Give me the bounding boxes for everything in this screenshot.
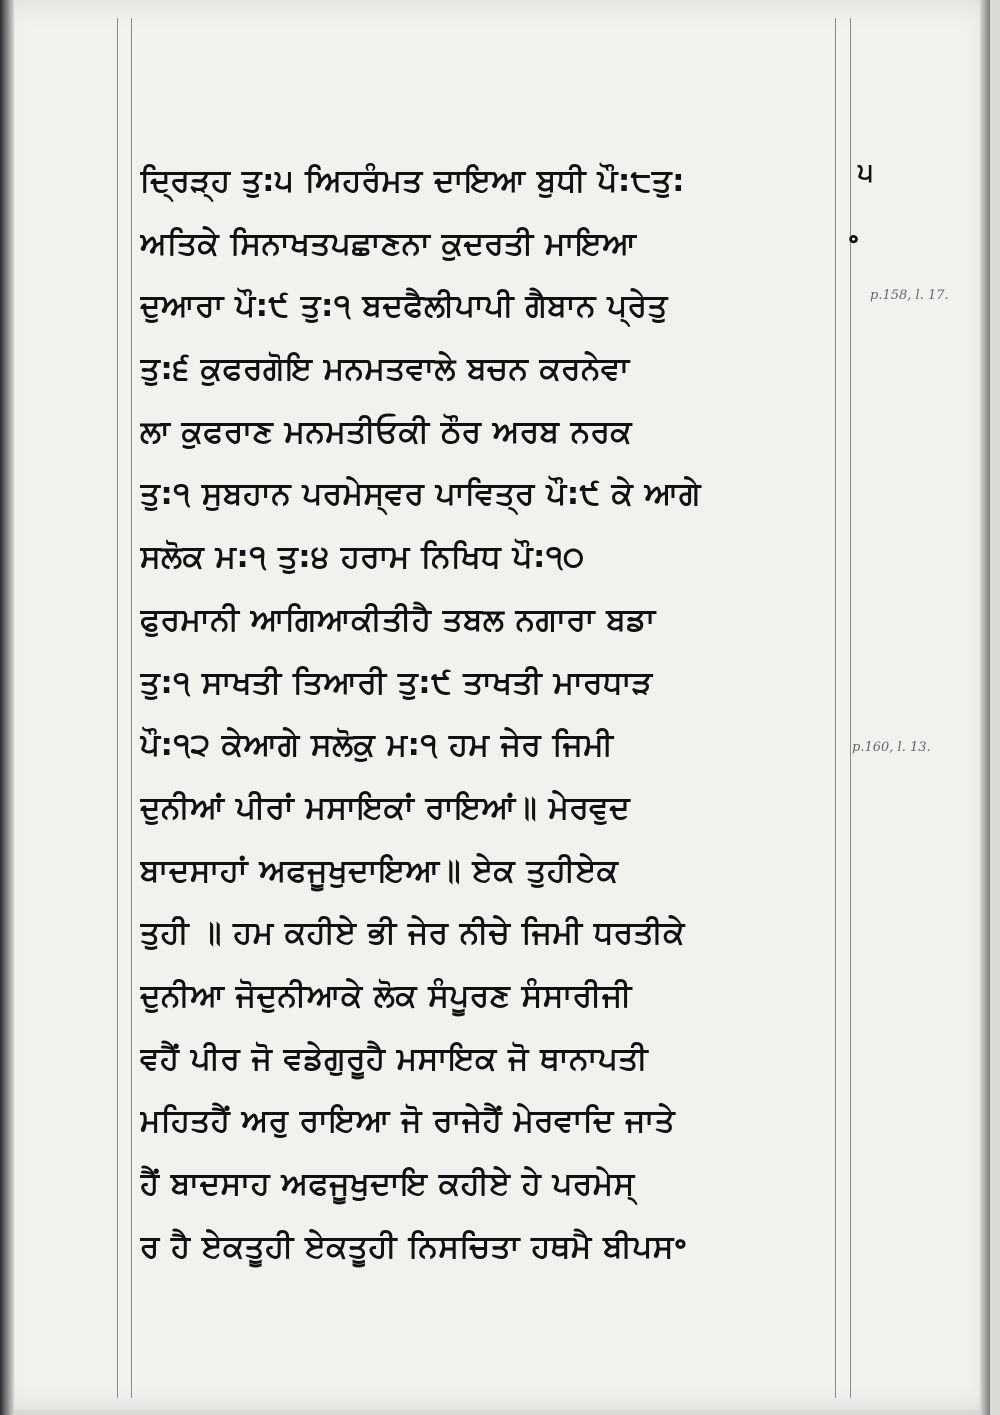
text-line-18: ਰ ਹੈ ਏਕਤੂਹੀ ਏਕਤੂਹੀ ਨਿਸਚਿਤਾ ਹਥਮੈ ਬੀਪਸ॰ [140,1228,688,1265]
text-line-1: ਦ੍ਰਿੜ੍ਹ ਤੁ:੫ ਅਿਹਰੰਮਤ ਦਾਇਆ ਬੁਧੀ ਪੌ:੮ਤੁ: [140,163,685,199]
page-right-edge [980,0,990,1415]
manuscript-text-block [140,150,840,1278]
text-line-11: ਦੁਨੀਆਂ ਪੀਰਾਂ ਮਸਾਇਕਾਂ ਰਾਇਆਂ॥ ਮੇਰਵੁਦ [140,789,631,826]
text-line-14: ਦੁਨੀਆ ਜੋਦੁਨੀਆਕੇ ਲੋਕ ਸੰਪੂਰਣ ਸੰਸਾਰੀਜੀ [140,977,632,1014]
text-line-13: ਤੁਹੀ ॥ ਹਮ ਕਹੀਏ ਭੀ ਜੇਰ ਨੀਚੇ ਜਿਮੀ ਧਰਤੀਕੇ [140,915,685,952]
text-line-17: ਹੈਂ ਬਾਦਸਾਹ ਅਫਜੂਖੁਦਾਇ ਕਹੀਏ ਹੇ ਪਰਮੇਸ੍ [140,1166,635,1202]
text-line-4: ਤੁ:੬ ਕੁਫਰਗੋਇ ਮਨਮਤਵਾਲੇ ਬਚਨ ਕਰਨੇਵਾ [140,351,630,388]
margin-mark: ॰ [848,227,860,257]
left-margin-rule-inner [131,18,132,1398]
page-left-edge-shadow [0,0,14,1415]
text-line-2: ਅਤਿਕੇ ਸਿਨਾਖਤਪਛਾਣਨਾ ਕੁਦਰਤੀ ਮਾਇਆ [140,225,637,262]
text-line-6: ਤੁ:੧ ਸੁਬਹਾਨ ਪਰਮੇਸ੍ਵਰ ਪਾਵਿਤ੍ਰ ਪੌ:੯ ਕੇ ਆਗੇ [140,476,701,513]
margin-number: ੫ [858,158,874,188]
text-line-5: ਲਾ ਕੁਫਰਾਣ ਮਨਮਤੀਓਕੀ ਠੌਰ ਅਰਬ ਨਰਕ [140,413,632,450]
text-line-10: ਪੌ:੧੨ ਕੇਆਗੇ ਸਲੋਕੁ ਮ:੧ ਹਮ ਜੇਰ ਜਿਮੀ [140,727,614,764]
margin-note-reference-1: p.158, l. 17. [870,288,949,303]
text-line-3: ਦੁਆਰਾ ਪੌ:੯ ਤੁ:੧ ਬਦਫੈਲੀਪਾਪੀ ਗੈਬਾਨ ਪ੍ਰੇਤੁ [140,288,668,325]
text-line-9: ਤੁ:੧ ਸਾਖਤੀ ਤਿਆਰੀ ਤੁ:੯ ਤਾਖਤੀ ਮਾਰਧਾੜ [140,664,653,701]
left-margin-rule [117,18,118,1398]
text-line-12: ਬਾਦਸਾਹਾਂ ਅਫਜੂਖੁਦਾਇਆ॥ ਏਕ ਤੁਹੀਏਕ [140,852,619,889]
margin-note-reference-2: p.160, l. 13. [852,740,931,755]
text-line-16: ਮਹਿਤਹੈਂ ਅਰੁ ਰਾਇਆ ਜੋ ਰਾਜੇਹੈਂ ਮੇਰਵਾਦਿ ਜਾਤੇ [140,1103,676,1140]
text-line-8: ਫੁਰਮਾਨੀ ਆਗਿਆਕੀਤੀਹੈ ਤਬਲ ਨਗਾਰਾ ਬਡਾ [140,601,656,638]
text-line-7: ਸਲੋਕ ਮ:੧ ਤੁ:੪ ਹਰਾਮ ਨਿਖਿਧ ਪੌ:੧੦ [140,539,585,576]
text-line-15: ਵਹੈਂ ਪੀਰ ਜੋ ਵਡੇਗੁਰੂਹੈ ਮਸਾਇਕ ਜੋ ਥਾਨਾਪਤੀ [140,1040,649,1077]
